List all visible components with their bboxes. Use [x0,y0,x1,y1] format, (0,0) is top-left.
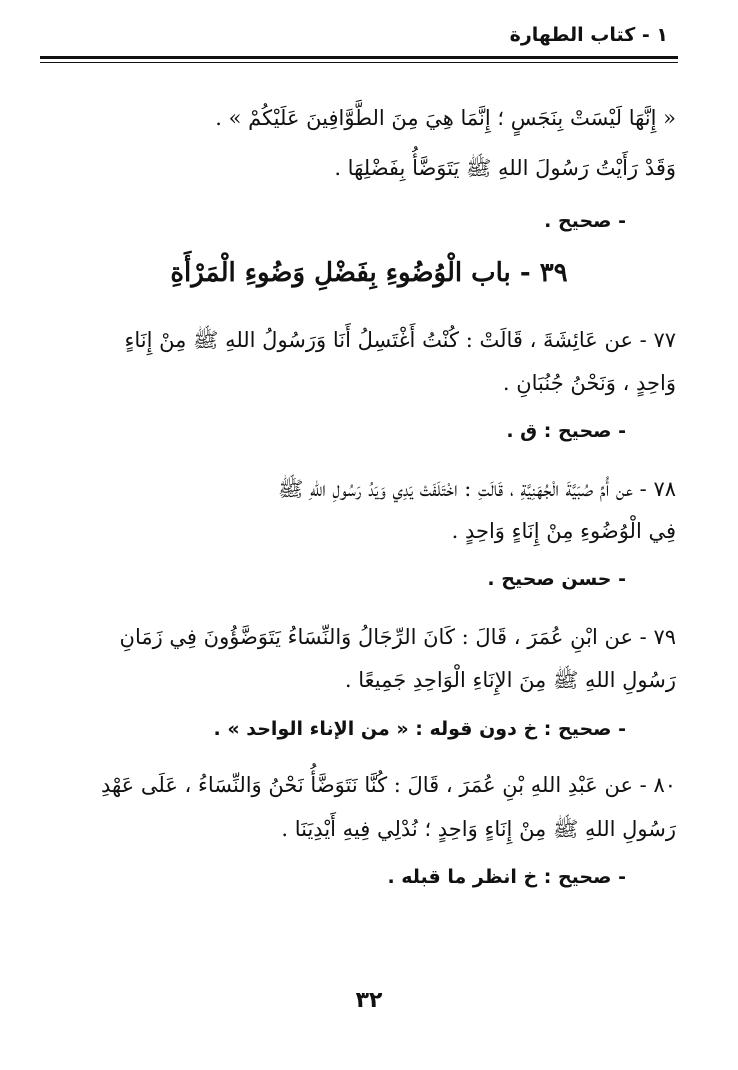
chapter-heading: ٣٩ - باب الْوُضُوءِ بِفَضْلِ وَضُوءِ الْمَرْأَةِ [170,258,568,288]
text-line-2: وَقَدْ رَأَيْتُ رَسُولَ اللهِ ﷺ يَتَوَضَّأُ بِفَضْلِهَا . [334,156,676,180]
hadith-79-line-2: رَسُولِ اللهِ ﷺ مِنَ الإِنَاءِ الْوَاحِدِ جَمِيعًا . [344,668,676,692]
text-line-1: « إِنَّهَا لَيْسَتْ بِنَجَسٍ ؛ إِنَّمَا هِيَ مِنَ الطَّوَّافِينَ عَلَيْكُمْ » . [215,106,676,130]
hadith-78-line-1: ٧٨ - عن أُمِّ صُبَيَّةَ الْجُهَنِيَّةِ ، قَالَتِ : اخْتَلَفَتْ يَدِي وَيَدُ رَسُولِ اللهِ ﷺ [277,477,676,501]
header-title: ١ - كتاب الطهارة [509,24,668,46]
header-rule-thin [40,62,678,63]
hadith-79-line-1: ٧٩ - عن ابْنِ عُمَرَ ، قَالَ : كَانَ الرِّجَالُ وَالنِّسَاءُ يَتَوَضَّؤُونَ فِي زَمَانِ [119,625,676,649]
page-number: ٣٢ [355,988,383,1013]
verdict-3: - حسن صحيح . [487,568,626,590]
header-rule-thick [40,56,678,59]
hadith-80-line-2: رَسُولِ اللهِ ﷺ مِنْ إِنَاءٍ وَاحِدٍ ؛ نُدْلِي فِيهِ أَيْدِيَنَا . [281,817,676,841]
verdict-4: - صحيح : خ دون قوله : « من الإناء الواحد » . [213,718,626,740]
verdict-2: - صحيح : ق . [506,420,626,442]
hadith-78-line-2: فِي الْوُضُوءِ مِنْ إِنَاءٍ وَاحِدٍ . [451,519,676,543]
verdict-5: - صحيح : خ انظر ما قبله . [387,866,626,888]
verdict-1: - صحيح . [544,210,626,232]
hadith-77-line-1: ٧٧ - عن عَائِشَةَ ، قَالَتْ : كُنْتُ أَغْتَسِلُ أَنَا وَرَسُولُ اللهِ ﷺ مِنْ إِنَاءٍ [124,328,676,352]
hadith-77-line-2: وَاحِدٍ ، وَنَحْنُ جُنُبَانِ . [502,371,676,395]
hadith-80-line-1: ٨٠ - عن عَبْدِ اللهِ بْنِ عُمَرَ ، قَالَ : كُنَّا نَتَوَضَّأُ نَحْنُ وَالنِّسَاءُ ، عَلَى عَهْدِ [100,773,676,797]
